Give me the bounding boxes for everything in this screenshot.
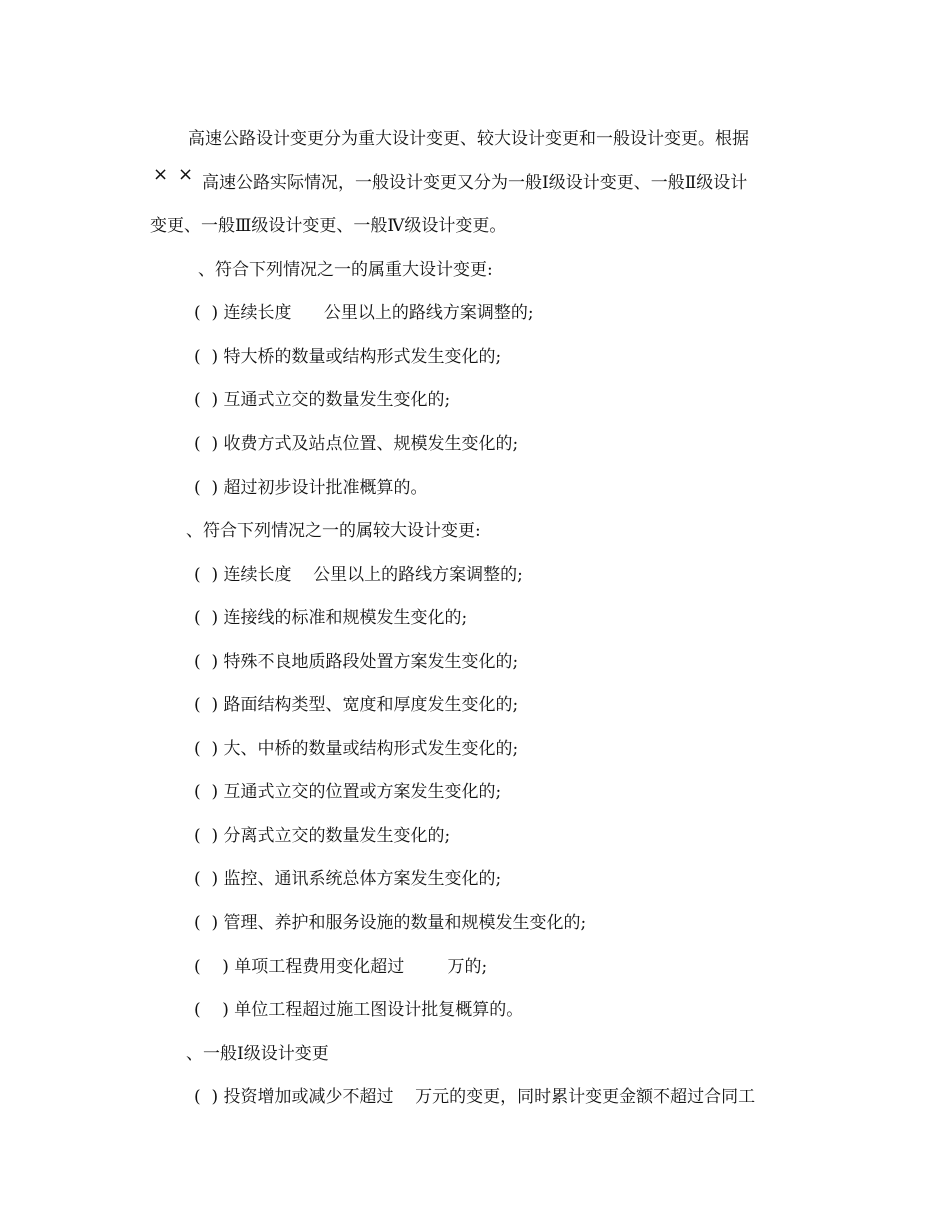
list-item: ( ) 收费方式及站点位置、规模发生变化的; bbox=[194, 434, 519, 454]
list-item: ( ) 互通式立交的位置或方案发生变化的; bbox=[194, 782, 502, 802]
list-item: ( ) 单项工程费用变化超过 万的; bbox=[194, 957, 488, 977]
list-item: ( ) 互通式立交的数量发生变化的; bbox=[194, 390, 451, 410]
list-item: ( ) 投资增加或减少不超过 万元的变更，同时累计变更金额不超过合同工 bbox=[194, 1087, 756, 1107]
intro-line-3: 变更、一般Ⅲ级设计变更、一般Ⅳ级设计变更。 bbox=[150, 216, 507, 236]
list-item: ( ) 连续长度 公里以上的路线方案调整的; bbox=[194, 303, 534, 323]
list-item: ( ) 特殊不良地质路段处置方案发生变化的; bbox=[194, 652, 519, 672]
list-item: ( ) 管理、养护和服务设施的数量和规模发生变化的; bbox=[194, 913, 587, 933]
intro-line-1: 高速公路设计变更分为重大设计变更、较大设计变更和一般设计变更。根据 bbox=[188, 129, 749, 149]
list-item: ( ) 超过初步设计批准概算的。 bbox=[194, 478, 428, 498]
list-item: ( ) 连续长度 公里以上的路线方案调整的; bbox=[194, 565, 523, 585]
section-heading-larger: 、符合下列情况之一的属较大设计变更: bbox=[186, 521, 481, 541]
cross-mark-2: × bbox=[178, 164, 194, 185]
intro-line-2: 高速公路实际情况，一般设计变更又分为一般Ⅰ级设计变更、一般Ⅱ级设计 bbox=[202, 173, 748, 193]
list-item: ( ) 监控、通讯系统总体方案发生变化的; bbox=[194, 869, 502, 889]
section-heading-major: 、符合下列情况之一的属重大设计变更: bbox=[198, 260, 493, 280]
list-item: ( ) 路面结构类型、宽度和厚度发生变化的; bbox=[194, 695, 519, 715]
list-item: ( ) 连接线的标准和规模发生变化的; bbox=[194, 608, 468, 628]
list-item: ( ) 分离式立交的数量发生变化的; bbox=[194, 826, 451, 846]
list-item: ( ) 单位工程超过施工图设计批复概算的。 bbox=[194, 1000, 524, 1020]
section-heading-general-1: 、一般Ⅰ级设计变更 bbox=[186, 1044, 329, 1064]
list-item: ( ) 大、中桥的数量或结构形式发生变化的; bbox=[194, 739, 519, 759]
list-item: ( ) 特大桥的数量或结构形式发生变化的; bbox=[194, 347, 502, 367]
cross-mark-1: × bbox=[153, 164, 169, 185]
